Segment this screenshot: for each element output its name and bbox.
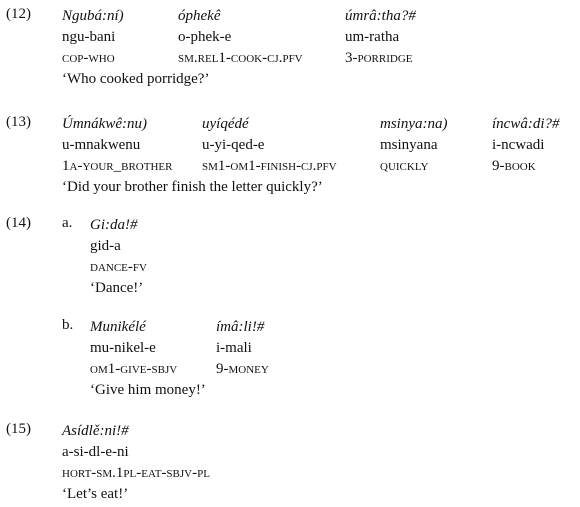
gloss: dance-fv xyxy=(90,259,147,275)
segmentation-line xyxy=(90,338,576,359)
morphemes: u-yi-qed-e xyxy=(202,137,265,153)
word: úmrâ:tha?# xyxy=(345,8,416,24)
free-translation: ‘Who cooked porridge?’ xyxy=(62,71,210,87)
morphemes: u-mnakwenu xyxy=(62,137,141,153)
free-translation: ‘Dance!’ xyxy=(90,280,144,296)
source-line xyxy=(62,421,576,442)
example-number: (12) xyxy=(6,6,31,22)
gloss: 1a-your_brother xyxy=(62,158,173,174)
gloss: om1-give-sbjv xyxy=(90,361,178,377)
morphemes: ngu-bani xyxy=(62,29,116,45)
segmentation-line xyxy=(90,236,576,257)
gloss: sm.rel1-cook-cj.pfv xyxy=(178,50,303,66)
morphemes: mu-nikel-e xyxy=(90,340,156,356)
gloss: hort-sm.1pl-eat-sbjv-pl xyxy=(62,465,210,481)
morphemes: i-mali xyxy=(216,340,252,356)
word: uyíqédé xyxy=(202,116,249,132)
gloss-line xyxy=(62,156,576,177)
source-line xyxy=(90,215,576,236)
example-number: (13) xyxy=(6,114,31,130)
word: Asídlě:ni!# xyxy=(62,423,129,439)
word: ímâ:li!# xyxy=(216,319,265,335)
sub-label: b. xyxy=(62,317,74,333)
source-line xyxy=(62,6,576,27)
morphemes: msinyana xyxy=(380,137,438,153)
gloss: sm1-om1-finish-cj.pfv xyxy=(202,158,337,174)
sub-label: a. xyxy=(62,215,73,231)
word: óphekê xyxy=(178,8,221,24)
morphemes: gid-a xyxy=(90,238,121,254)
word: msinya:na) xyxy=(380,116,448,132)
segmentation-line xyxy=(62,442,576,463)
word: Gi:da!# xyxy=(90,217,138,233)
segmentation-line xyxy=(62,135,576,156)
gloss-line xyxy=(90,359,576,380)
example-number: (14) xyxy=(6,215,31,231)
word: Ngubá:ní) xyxy=(62,8,124,24)
segmentation-line xyxy=(62,27,576,48)
example-number: (15) xyxy=(6,421,31,437)
gloss: 9-book xyxy=(492,158,536,174)
morphemes: i-ncwadi xyxy=(492,137,545,153)
free-translation: ‘Give him money!’ xyxy=(90,382,206,398)
word: íncwâ:di?# xyxy=(492,116,560,132)
free-translation: ‘Let’s eat!’ xyxy=(62,486,129,502)
word: Úmnákwê:nu) xyxy=(62,116,147,132)
morphemes: um-ratha xyxy=(345,29,400,45)
gloss: cop-who xyxy=(62,50,115,66)
morphemes: a-si-dl-e-ni xyxy=(62,444,129,460)
morphemes: o-phek-e xyxy=(178,29,232,45)
gloss-line xyxy=(62,48,576,69)
gloss-line xyxy=(90,257,576,278)
gloss: quickly xyxy=(380,158,429,174)
free-translation: ‘Did your brother finish the letter quickly?’ xyxy=(62,179,323,195)
gloss-line xyxy=(62,463,576,484)
gloss: 3-porridge xyxy=(345,50,413,66)
word: Munikélé xyxy=(90,319,146,335)
gloss: 9-money xyxy=(216,361,269,377)
source-line xyxy=(62,114,576,135)
source-line xyxy=(90,317,576,338)
